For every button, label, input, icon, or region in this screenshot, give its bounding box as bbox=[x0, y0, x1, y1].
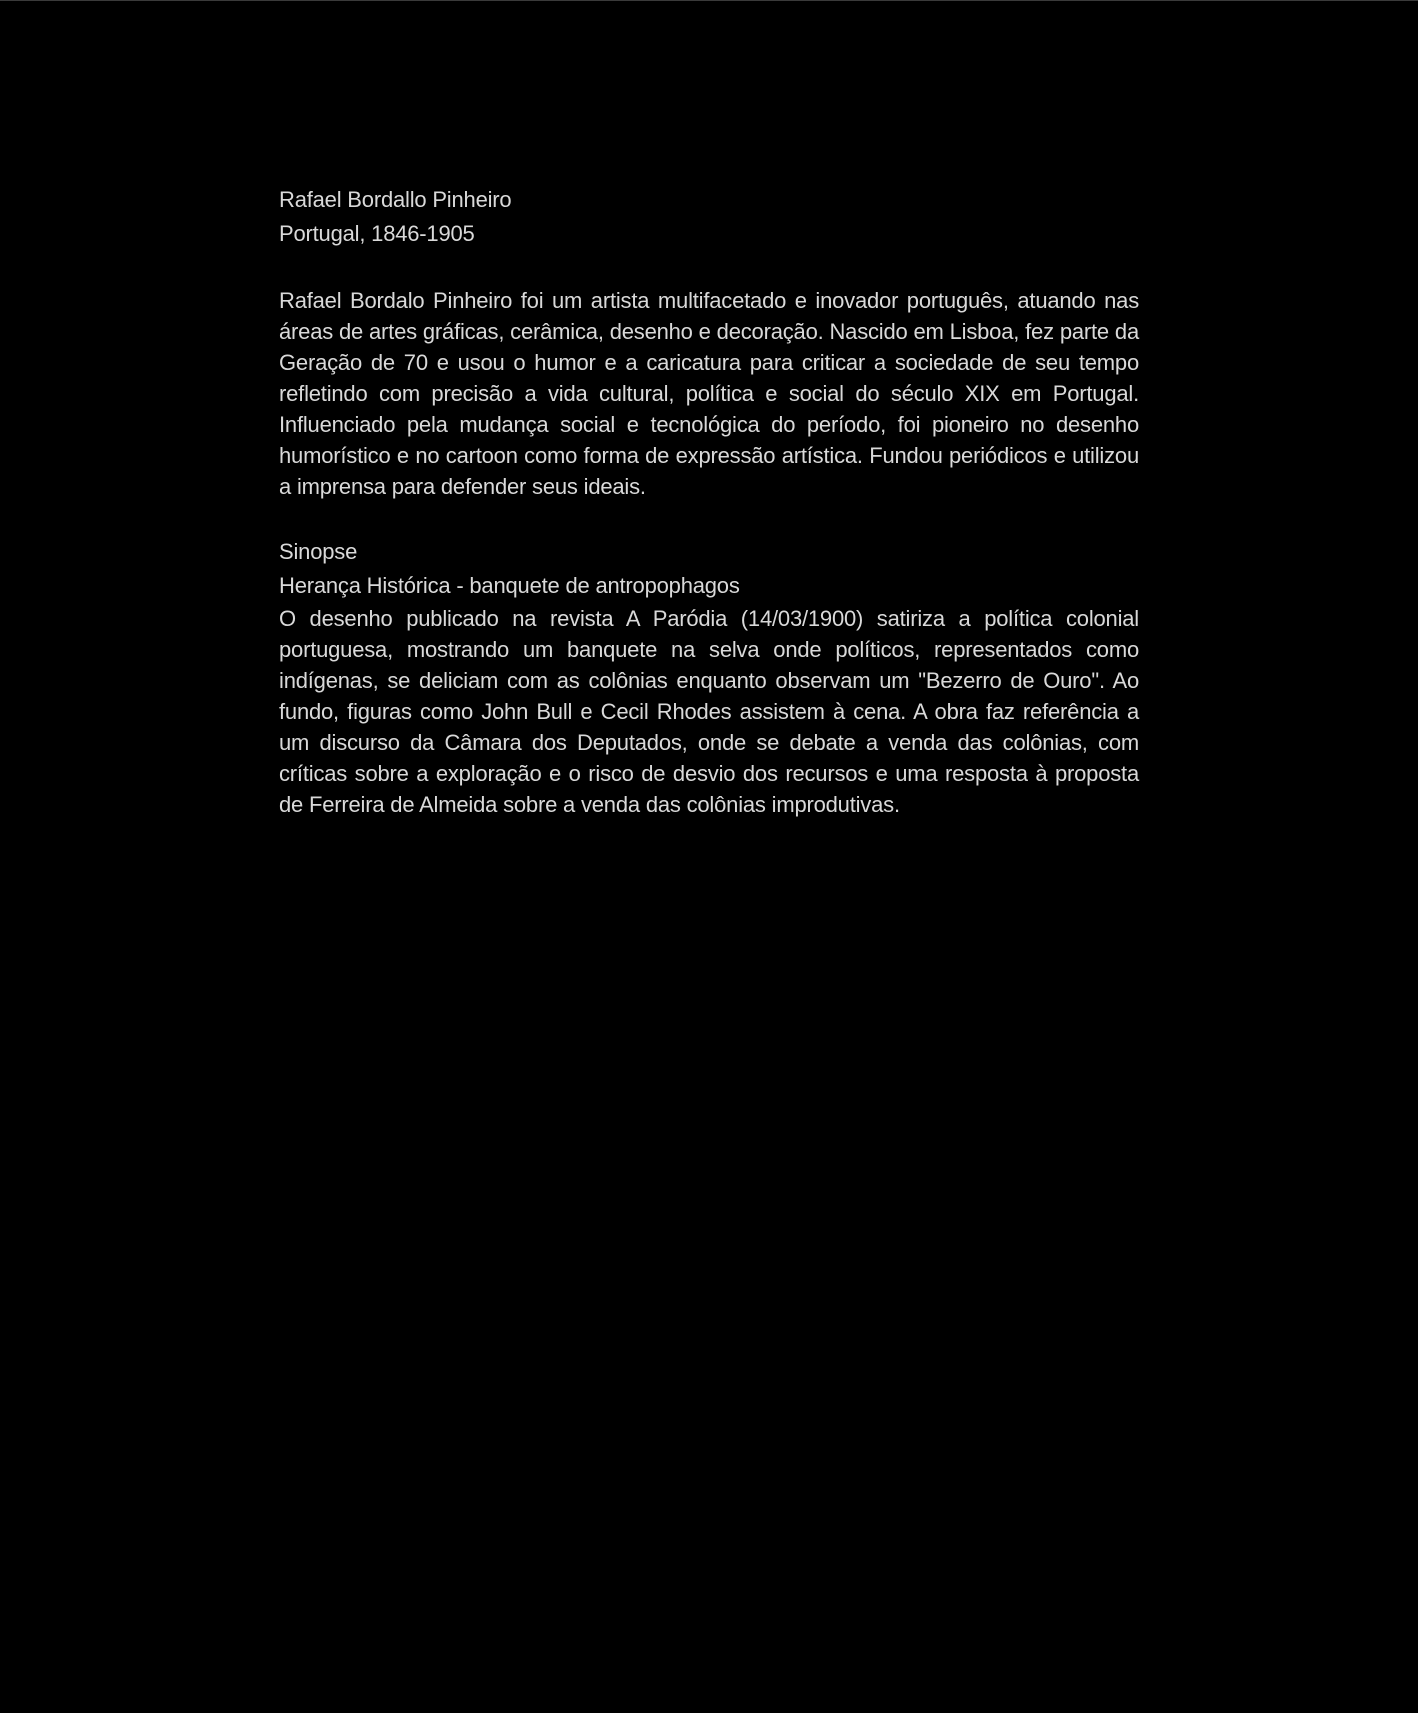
artist-name: Rafael Bordallo Pinheiro bbox=[279, 187, 512, 212]
artist-info bbox=[279, 183, 1139, 251]
artist-biography: Rafael Bordalo Pinheiro foi um artista multifacetado e inovador português, atuando nas áreas de artes gráficas, cerâmica, desenho e decoração. Nascido em Lisboa, fez parte da Geração de 70 e usou o humor e a caricatura para criticar a sociedade de seu tempo refletindo com precisão a vida cultural, política e social do século XIX em Portugal. Influenciado pela mudança social e tecnológica do período, foi pioneiro no desenho humorístico e no cartoon como forma de expressão artística. Fundou periódicos e utilizou a imprensa para defender seus ideais. bbox=[279, 288, 1139, 499]
synopsis-section bbox=[279, 535, 1139, 820]
artist-origin: Portugal, 1846-1905 bbox=[279, 221, 475, 246]
synopsis-text: O desenho publicado na revista A Paródia (14/03/1900) satiriza a política colonial portuguesa, mostrando um banquete na selva onde políticos, representados como indígenas, se deliciam com as colônias enquanto observam um "Bezerro de Ouro". Ao fundo, figuras como John Bull e Cecil Rhodes assistem à cena. A obra faz referência a um discurso da Câmara dos Deputados, onde se debate a venda das colônias, com críticas sobre a exploração e o risco de desvio dos recursos e uma resposta à proposta de Ferreira de Almeida sobre a venda das colônias improdutivas. bbox=[279, 606, 1139, 817]
top-divider bbox=[0, 0, 1418, 1]
artwork-label bbox=[279, 183, 1139, 820]
work-title: Herança Histórica - banquete de antropophagos bbox=[279, 573, 740, 598]
synopsis-heading: Sinopse bbox=[279, 539, 358, 564]
spacer bbox=[279, 502, 1139, 535]
spacer bbox=[279, 251, 1139, 285]
